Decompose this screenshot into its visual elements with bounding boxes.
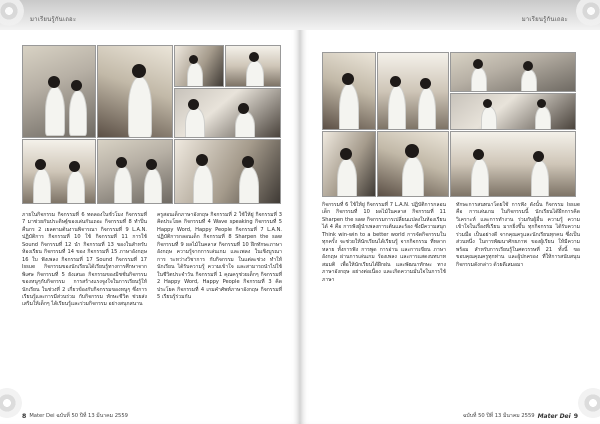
activity-photo — [97, 45, 173, 138]
activity-photo — [174, 45, 224, 87]
activity-photo — [97, 139, 173, 204]
right-article-columns — [322, 202, 580, 284]
left-page-header — [0, 0, 300, 30]
left-page-footer — [22, 412, 128, 420]
page-number: 8 — [22, 412, 27, 420]
activity-photo — [450, 131, 576, 197]
page-number: 9 — [573, 412, 578, 420]
right-page-footer — [463, 412, 578, 420]
article-column: ภายในกิจกรรม กิจกรรมที่ 6 ทดลองในชั่วโมง กิจกรรมที่ 7 มาช่วยกันประดิษฐ์ของเล่นกันเถอะ กิจกรรมที่ 8 ทำปิ่นคืนกร 2 เยลตามต้นงานพิจารณา กิจกรรมที่ 9 L.A.N. ปฏิบัติการ กิจกรรมที่ 10 ใช้ กิจกรรมที่ 11 การใช้ Sound กิจกรรมที่ 12 นำ กิจกรรมที่ 13 ของในสำหรับห้องเรียน กิจกรรมที่ 14 ของ กิจกรรมที่ 15 ภาษาอังกฤษ 16 ใบ ฟังเพลง กิจกรรมที่ 17 Sound กิจกรรมที่ 17 Issue กิจกรรมของนักเรียนได้เรียนรู้ทางการศึกษาจากพิเศษ กิจกรรมที่ 5 ยังเสนอ กิจกรรมของมิชชั่นกิจกรรมของหนูๆกับกิจกรรม การสร้างแรงจูงใจในการเรียนรู้ให้นักเรียน ในช่วงที่ 2 เกี่ยวข้องกับกิจกรรมของหนูๆ ซึ่งการ เรียนรู้และการมีส่วนร่วม กับกิจกรรม ทักษะชีวิต ช่วยส่งเสริมให้เด็กๆ ได้เรียนรู้และร่วมกิจกรรม อย่างสนุกสนาน — [22, 212, 147, 308]
activity-photo — [377, 52, 449, 130]
activity-photo — [450, 93, 576, 130]
brand-name: Mater Dei — [537, 412, 571, 420]
activity-photo — [450, 52, 576, 92]
activity-photo — [22, 139, 96, 204]
activity-photo — [174, 88, 281, 138]
flower-ornament-icon — [0, 388, 22, 418]
issue-info: Mater Dei ฉบับที่ 50 ปีที่ 13 มีนาคม 2559 — [29, 413, 128, 419]
article-column: ครูสอนเด็กภาษาอังกฤษ กิจกรรมที่ 2 ใช้ให้ยู่ กิจกรรมที่ 3 คิดประโยค กิจกรรมที่ 4 Wave speaking กิจกรรมที่ 5 Happy Word, Happy People กิจกรรมที่ 7 L.A.N. ปฏิบัติการกลอนเด็ก กิจกรรมที่ 8 Sharpen the saw กิจกรรมที่ 9 ผลไม้ในคลาส กิจกรรมที่ 10 ฝึกทักษะภาษาอังกฤษ ความรู้จากการเล่นเกม และเพลง ในเชิงบูรณาการ ระหว่างวิชาการ กับกิจกรรม ในแต่ละช่วง ทำให้นักเรียน ได้รับความรู้ ความเข้าใจ และสามารถนำไปใช้ ในชีวิตประจำวัน กิจกรรมที่ 1 คุณครูช่วยเด็กๆ กิจกรรมที่ 2 Happy Word, Happy People กิจกรรมที่ 3 คิดประโยค กิจกรรมที่ 4 เกมคำศัพท์ภาษาอังกฤษ กิจกรรมที่ 5 เรียนรู้ร่วมกัน — [157, 212, 282, 300]
activity-photo — [225, 45, 281, 87]
activity-photo — [174, 139, 281, 204]
article-column: ทักษะการสนทนาโดยใช้ การฟัง ดังนั้น กิจกรรม Issue คือ การเล่นเกม ในกิจกรรมนี้ นักเรียนได้ฝึกการคิดวิเคราะห์ และการทำงาน ร่วมกับผู้อื่น ความรู้ ความเข้าใจในเรื่องที่เรียน มากยิ่งขึ้น ทุกกิจกรรม ได้รับความร่วมมือ เป็นอย่างดี จากคุณครูและนักเรียนทุกคน ซึ่งเป็นส่วนหนึ่ง ในการพัฒนาศักยภาพ ของผู้เรียน ให้มีความพร้อม สำหรับการเรียนรู้ในศตวรรษที่ 21 ทั้งนี้ ขอขอบคุณคุณครูทุกท่าน และผู้ปกครอง ที่ให้การสนับสนุน กิจกรรมดังกล่าว ด้วยดีเสมอมา — [456, 202, 580, 268]
right-header-title: มาเรียนรู้กันเถอะ — [521, 16, 568, 23]
article-column: กิจกรรมที่ 6 ใช้ให้ยู่ กิจกรรมที่ 7 L.A.N. ปฏิบัติการกลอนเด็ก กิจกรรมที่ 10 ผลไม้ในคลาส กิจกรรมที่ 11 Sharpen the saw กิจกรรมการเปลี่ยนแปลงในห้องเรียน ได้ 4 คือ การฟังผู้นำเพลงการเต้นและร้อง ซึ่งมีความสนุก Think win-win to a better world การจัดกิจกรรมในทุกครั้ง จะช่วยให้นักเรียนได้เรียนรู้ จากกิจกรรม ที่หลากหลาย ทั้งการฟัง การพูด การอ่าน และการเขียน ภาษาอังกฤษ ผ่านการเล่นเกม ร้องเพลง และการแสดงบทบาทสมมติ เพื่อให้นักเรียนได้ฝึกฝน และพัฒนาทักษะ ทางภาษาอังกฤษ อย่างต่อเนื่อง และเกิดความมั่นใจในการใช้ภาษา — [322, 202, 446, 283]
flower-ornament-icon — [578, 388, 600, 418]
activity-photo — [322, 52, 376, 130]
activity-photo — [22, 45, 96, 138]
right-page — [300, 0, 600, 424]
activity-photo — [377, 131, 449, 197]
activity-photo — [322, 131, 376, 197]
left-article-columns — [22, 212, 282, 309]
left-header-title: มาเรียนรู้กันเถอะ — [30, 16, 77, 23]
right-page-header — [300, 0, 600, 30]
issue-info: ฉบับที่ 50 ปีที่ 13 มีนาคม 2559 — [462, 413, 535, 419]
